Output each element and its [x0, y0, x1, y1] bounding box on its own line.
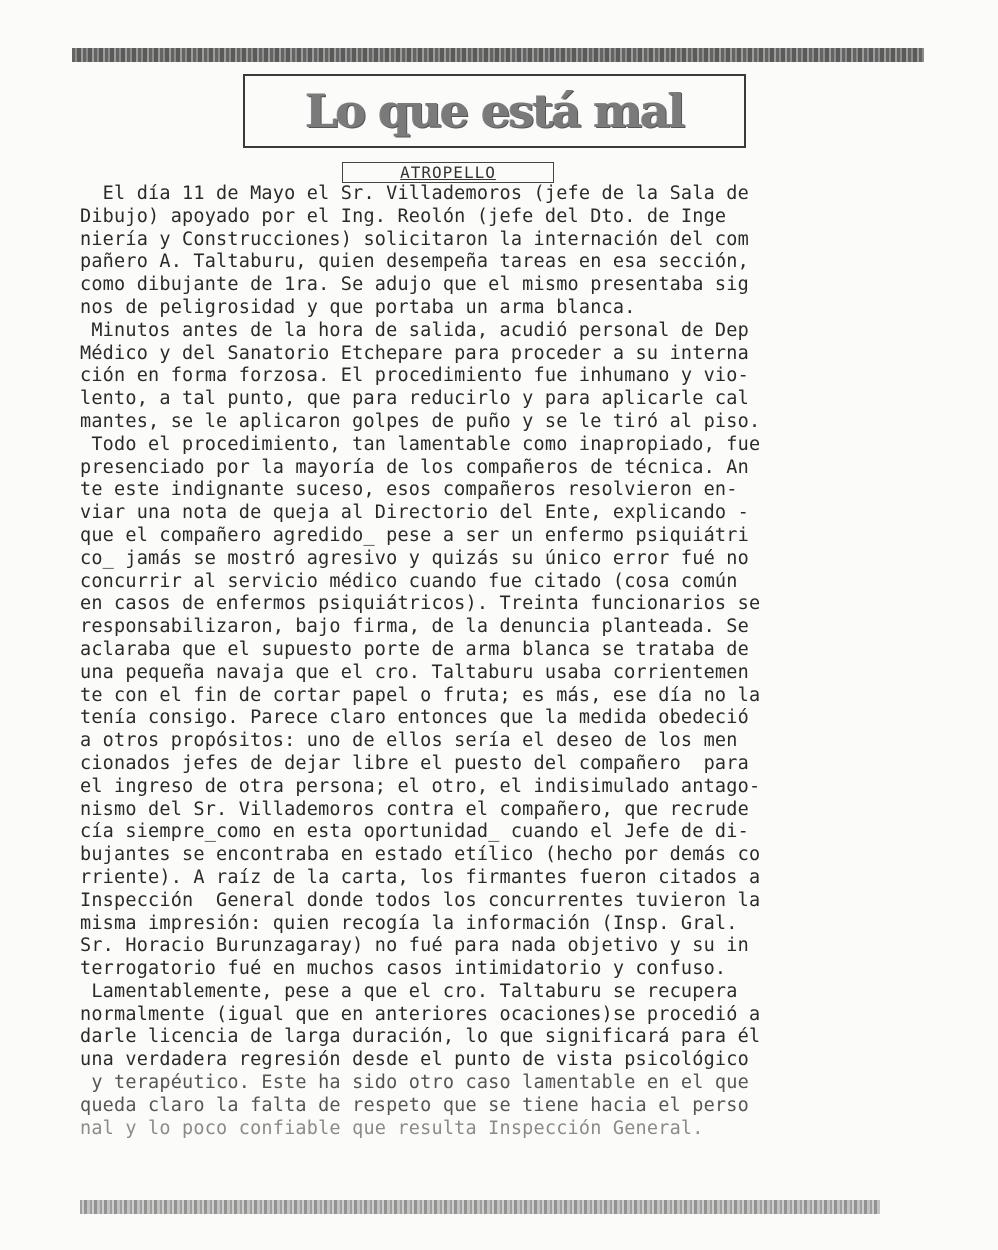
article-line: una pequeña navaja que el cro. Taltaburu usaba corrientemen: [80, 661, 749, 683]
article-line: cionados jefes de dejar libre el puesto del compañero para: [80, 752, 749, 774]
article-line: lento, a tal punto, que para reducirlo y para aplicarle cal: [80, 388, 749, 410]
article-line: aclaraba que el supuesto porte de arma blanca se trataba de: [80, 638, 749, 660]
article-line: como dibujante de 1ra. Se adujo que el mismo presentaba sig: [80, 274, 749, 296]
article-line: nismo del Sr. Villademoros contra el compañero, que recrude: [80, 798, 749, 820]
headline-box: [243, 74, 746, 148]
article-line: te este indignante suceso, esos compañeros resolvieron en-: [80, 479, 738, 501]
article-line: Minutos antes de la hora de salida, acudió personal de Dep: [80, 319, 749, 341]
article-line: normalmente (igual que en anteriores ocaciones)se procedió a: [80, 1003, 761, 1025]
article-line: cía siempre_como en esta oportunidad_ cuando el Jefe de di-: [80, 821, 749, 843]
article-line: Dibujo) apoyado por el Ing. Reolón (jefe del Dto. de Inge: [80, 205, 727, 227]
article-line: rriente). A raíz de la carta, los firmantes fueron citados a: [80, 866, 761, 888]
article-line: misma impresión: quien recogía la información (Insp. Gral.: [80, 912, 738, 934]
article-line: te con el fin de cortar papel o fruta; es más, ese día no la: [80, 684, 761, 706]
article-line: Sr. Horacio Burunzagaray) no fué para nada objetivo y su in: [80, 935, 749, 957]
article-line: Inspección General donde todos los concurrentes tuvieron la: [80, 889, 761, 911]
top-rule: [72, 48, 924, 62]
article-line: mantes, se le aplicaron golpes de puño y se le tiró al piso.: [80, 410, 761, 432]
article-line: ción en forma forzosa. El procedimiento fue inhumano y vio-: [80, 365, 749, 387]
section-title-box: [342, 162, 554, 183]
article-line: en casos de enfermos psiquiátricos). Treinta funcionarios se: [80, 593, 761, 615]
article-line: presenciado por la mayoría de los compañeros de técnica. An: [80, 456, 749, 478]
article-line: Médico y del Sanatorio Etchepare para proceder a su interna: [80, 342, 749, 364]
article-line: co_ jamás se mostró agresivo y quizás su único error fué no: [80, 547, 749, 569]
article-line: terrogatorio fué en muchos casos intimidatorio y confuso.: [80, 958, 727, 980]
article-line: bujantes se encontraba en estado etílico (hecho por demás co: [80, 844, 761, 866]
article-line: Lamentablemente, pese a que el cro. Taltaburu se recupera: [80, 980, 738, 1002]
article-line: tenía consigo. Parece claro entonces que la medida obedeció: [80, 707, 749, 729]
article-line: darle licencia de larga duración, lo que significará para él: [80, 1026, 761, 1048]
article-line: concurrir al servicio médico cuando fue citado (cosa común: [80, 570, 738, 592]
article-line: responsabilizaron, bajo firma, de la denuncia planteada. Se: [80, 616, 749, 638]
article-line: niería y Construcciones) solicitaron la internación del com: [80, 228, 749, 250]
bottom-rule: [80, 1200, 880, 1214]
article-line: viar una nota de queja al Directorio del Ente, explicando -: [80, 502, 749, 524]
section-title: ATROPELLO: [400, 163, 496, 182]
article-line: queda claro la falta de respeto que se tiene hacia el perso: [80, 1094, 749, 1116]
article-line: a otros propósitos: uno de ellos sería el deseo de los men: [80, 730, 738, 752]
article-body: [80, 183, 960, 1140]
article-line: Todo el procedimiento, tan lamentable como inapropiado, fue: [80, 433, 761, 455]
article-line: una verdadera regresión desde el punto de vista psicológico: [80, 1049, 749, 1071]
article-line: que el compañero agredido_ pese a ser un enfermo psiquiátri: [80, 524, 749, 546]
article-line: nos de peligrosidad y que portaba un arma blanca.: [80, 296, 636, 318]
article-line: el ingreso de otra persona; el otro, el indisimulado antago-: [80, 775, 761, 797]
article-line: El día 11 de Mayo el Sr. Villademoros (jefe de la Sala de: [80, 183, 749, 204]
page-headline: Lo que está mal: [305, 84, 684, 138]
article-line: nal y lo poco confiable que resulta Inspección General.: [80, 1117, 704, 1139]
article-line: pañero A. Taltaburu, quien desempeña tareas en esa sección,: [80, 251, 749, 273]
article-line: y terapéutico. Este ha sido otro caso lamentable en el que: [80, 1072, 749, 1094]
